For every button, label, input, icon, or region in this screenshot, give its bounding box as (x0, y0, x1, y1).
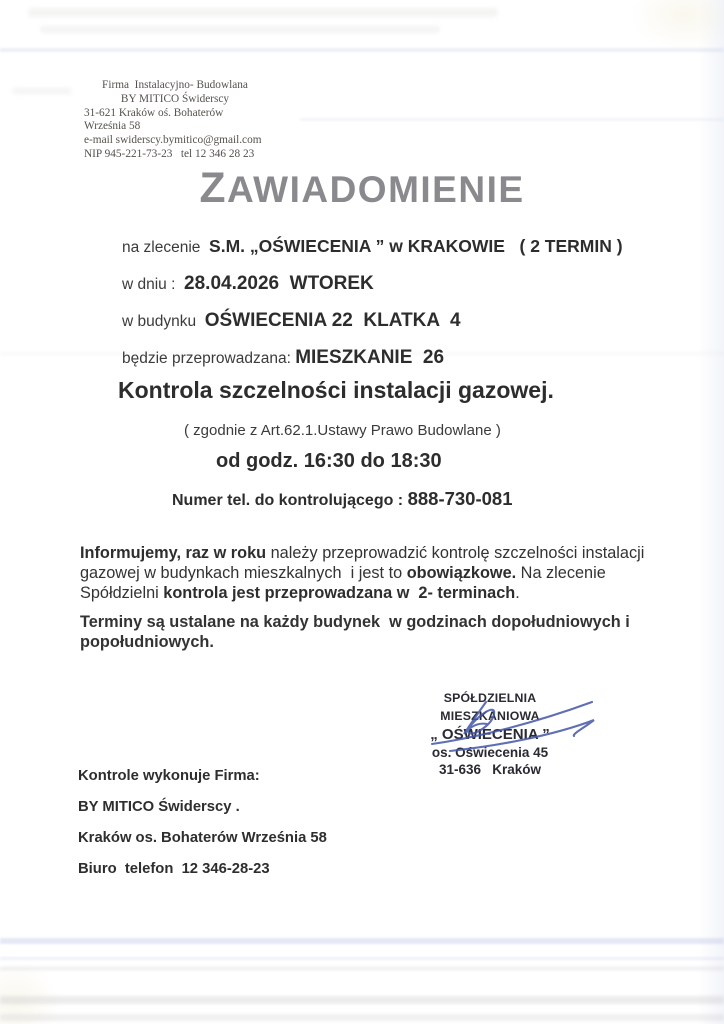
info-seg: Na zlecenie Spółdzielni (80, 564, 611, 603)
letterhead-company-type: Firma Instalacyjno- Budowlana (102, 79, 248, 91)
scan-streak (0, 1014, 724, 1021)
inspection-value: MIESZKANIE 26 (295, 347, 445, 368)
contractor-phone: Biuro telefon 12 346-28-23 (78, 861, 270, 877)
phone-line (172, 488, 513, 510)
order-prefix: na zlecenie (122, 239, 210, 256)
inspection-heading: Kontrola szczelności instalacji gazowej. (118, 377, 554, 403)
date-line (122, 273, 374, 295)
info-seg-bold: kontrola jest przeprowadzana w 2- terminach (163, 584, 516, 603)
scan-streak (0, 967, 724, 970)
page-title: ZAWIADOMIENIE (199, 164, 525, 212)
inspection-label: będzie przeprowadzana: (122, 350, 296, 367)
contractor-intro: Kontrole wykonuje Firma: (78, 768, 260, 784)
stamp-org-short: „ OŚWIECENIA ” (430, 726, 550, 743)
corner-smudge (630, 0, 724, 50)
corner-smudge (0, 960, 60, 1024)
phone-number: 888-730-081 (407, 488, 513, 509)
bleedthrough-smudge (28, 8, 498, 17)
scan-streak (0, 996, 724, 1004)
info-paragraph (80, 543, 650, 604)
building-label: w budynku (122, 313, 205, 330)
letterhead-email: e-mail swiderscy.bymitico@gmail.com (84, 134, 262, 147)
info-seg-bold: Informujemy, raz w roku (80, 544, 267, 562)
letterhead-nip-phone: NIP 945-221-73-23 tel 12 346 28 23 (84, 147, 255, 160)
terms-paragraph: Terminy są ustalane na każdy budynek w godzinach dopołudniowych i popołudniowych. (80, 613, 635, 652)
order-line (122, 236, 623, 257)
contractor-block (78, 768, 327, 892)
bleedthrough-smudge (12, 88, 72, 94)
contractor-address: Kraków os. Bohaterów Września 58 (78, 830, 327, 846)
scan-streak (0, 48, 724, 52)
stamp-address: os. Oświecenia 45 (431, 745, 549, 760)
building-value: OŚWIECENIA 22 KLATKA 4 (204, 310, 461, 331)
order-client: S.M. „OŚWIECENIA ” w KRAKOWIE (209, 236, 505, 256)
phone-label: Numer tel. do kontrolującego : (172, 492, 408, 509)
legal-note: ( zgodnie z Art.62.1.Ustawy Prawo Budowlane ) (184, 422, 501, 439)
stamp-city: 31-636 Kraków (438, 762, 542, 777)
hours-line: od godz. 16:30 do 18:30 (216, 450, 442, 472)
date-value: 28.04.2026 WTOREK (184, 273, 374, 294)
info-seg: należy przeprowadzić kontrolę szczelności instalacji gazowej w budynkach mieszkalnych i jest to (80, 544, 649, 583)
scan-edge-band (698, 0, 724, 1024)
stamp-org-name: SPÓŁDZIELNIA MIESZKANIOWA (440, 691, 540, 723)
inspection-line (122, 347, 444, 369)
letterhead-company-name: BY MITICO Świderscy (120, 92, 230, 105)
letterhead (84, 79, 266, 162)
info-seg-bold: obowiązkowe. (406, 564, 517, 583)
scan-streak (0, 938, 724, 944)
contractor-name: BY MITICO Świderscy . (78, 799, 240, 815)
cooperative-stamp (398, 689, 582, 778)
date-label: w dniu : (122, 276, 185, 293)
scan-streak (300, 118, 724, 121)
building-line (122, 310, 461, 332)
scan-streak (0, 957, 724, 960)
info-seg: . (515, 584, 520, 603)
order-term: ( 2 TERMIN ) (504, 236, 623, 256)
letterhead-address: 31-621 Kraków oś. Bohaterów Września 58 (84, 106, 226, 133)
bleedthrough-smudge (40, 26, 440, 33)
